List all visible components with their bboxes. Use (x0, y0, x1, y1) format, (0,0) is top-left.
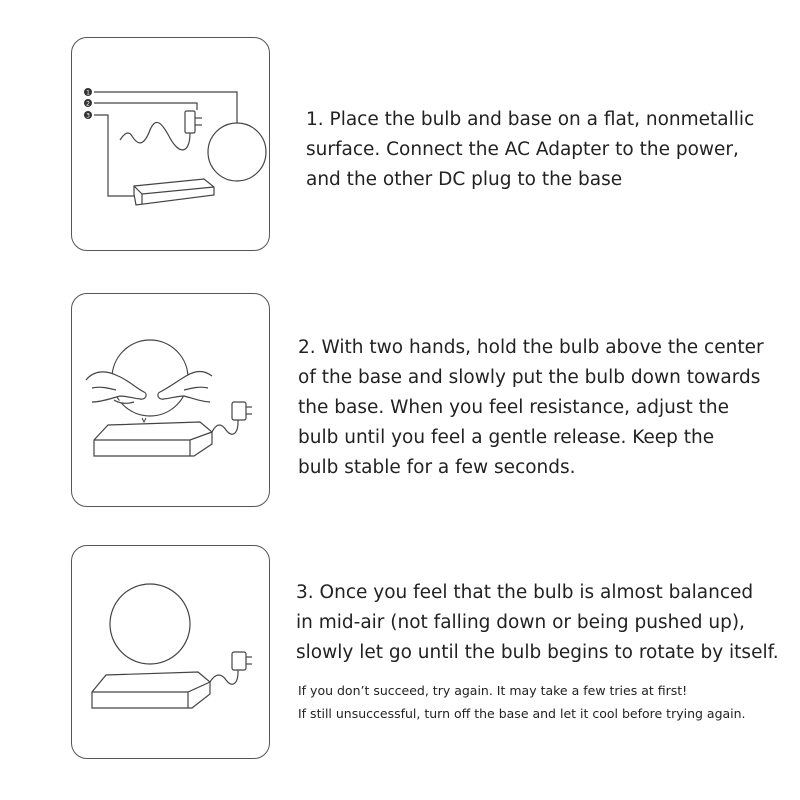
step-1-line-3: and the other DC plug to the base (306, 169, 623, 190)
setup-diagram (72, 38, 271, 252)
step-1-line-2: surface. Connect the AC Adapter to the power, (306, 139, 739, 160)
step-2-line-4: bulb until you feel a gentle release. Keep the (298, 427, 715, 448)
ac-adapter-icon (185, 111, 202, 133)
levitation-base (134, 179, 214, 205)
step-3-line-1: 3. Once you feel that the bulb is almost balanced (296, 582, 754, 603)
step-1-instructions (306, 105, 754, 195)
step-2-illustration-panel (71, 293, 270, 507)
step-2-instructions (298, 333, 764, 483)
step-2-line-1: 2. With two hands, hold the bulb above the center (298, 337, 764, 358)
marker-3 (84, 111, 92, 120)
svg-text:2: 2 (86, 100, 90, 108)
step-2-line-2: of the base and slowly put the bulb down towards (298, 367, 761, 388)
step-3-line-3: slowly let go until the bulb begins to rotate by itself. (296, 642, 779, 663)
step-3-illustration-panel (71, 545, 270, 759)
cooldown-note: If still unsuccessful, turn off the base and let it cool before trying again. (298, 706, 746, 721)
step-2-line-3: the base. When you feel resistance, adjust the (298, 397, 729, 418)
step-3-instructions (296, 578, 779, 668)
leader-line-adapter (94, 103, 197, 110)
leader-line-bulb (94, 92, 237, 123)
svg-text:3: 3 (86, 112, 90, 120)
levitation-base (94, 422, 212, 456)
leader-line-base (94, 115, 134, 196)
step-3-line-2: in mid-air (not falling down or being pushed up), (296, 612, 745, 633)
retry-note: If you don’t succeed, try again. It may take a few tries at first! (298, 683, 688, 698)
step-1-line-1: 1. Place the bulb and base on a flat, nonmetallic (306, 109, 755, 130)
ac-adapter-icon (232, 652, 252, 670)
step-1-illustration-panel (71, 37, 270, 251)
marker-2 (84, 99, 92, 108)
ac-adapter-icon (232, 402, 252, 420)
center-mark-icon (142, 418, 146, 422)
power-cable (120, 122, 190, 149)
marker-1 (84, 88, 92, 97)
levitation-base (92, 672, 210, 708)
step-2-line-5: bulb stable for a few seconds. (298, 457, 576, 478)
bulb-sphere (208, 123, 266, 181)
bulb-sphere (110, 584, 190, 664)
hands-placing-bulb-diagram (72, 294, 271, 508)
floating-bulb-diagram (72, 546, 271, 760)
svg-text:1: 1 (86, 89, 90, 97)
